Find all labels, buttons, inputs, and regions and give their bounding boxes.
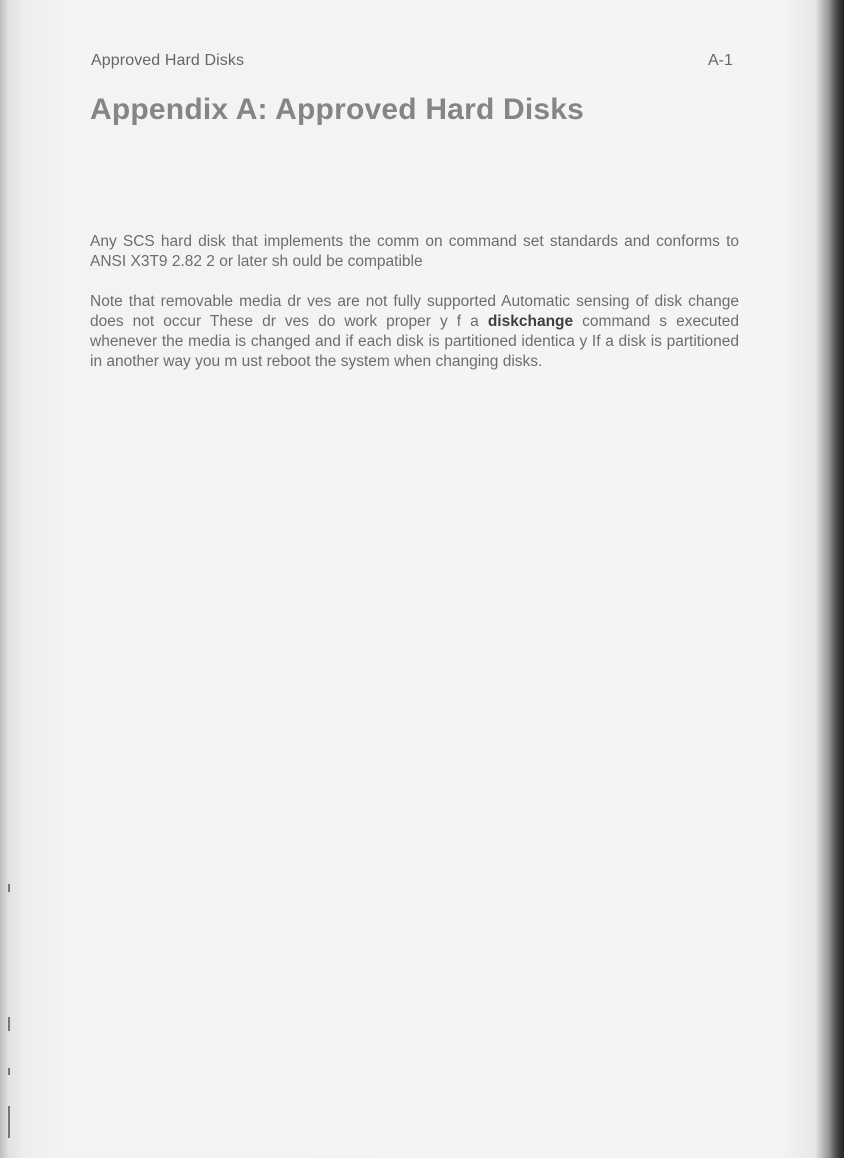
binding-mark: [8, 1068, 10, 1075]
binding-mark: [8, 884, 10, 892]
running-header-title: Approved Hard Disks: [91, 52, 245, 69]
compatibility-paragraph: Any SCS hard disk that implements the comm on command set standards and conforms to ANSI X3T9 2.82 2 or later sh ould be compatible: [90, 233, 739, 270]
page-number: A-1: [708, 52, 733, 69]
removable-media-text-end: command s executed whenever the media is changed and if each disk is partitioned identica y If a disk is partitioned in another way you m ust reboot the system when changing disks.: [90, 313, 739, 370]
appendix-title: Appendix A: Approved Hard Disks: [90, 93, 585, 126]
removable-media-paragraph: [90, 292, 739, 372]
left-binding-edge: [0, 0, 10, 1158]
binding-mark: [8, 1106, 10, 1138]
removable-media-text-start: Note that removable media dr ves are not fully supported Automatic sensing of disk change does not occur These dr ves do work proper y f a: [90, 293, 739, 330]
diskchange-command: diskchange: [487, 313, 574, 330]
binding-mark: [8, 1017, 10, 1031]
right-page-shadow: [830, 0, 844, 1158]
